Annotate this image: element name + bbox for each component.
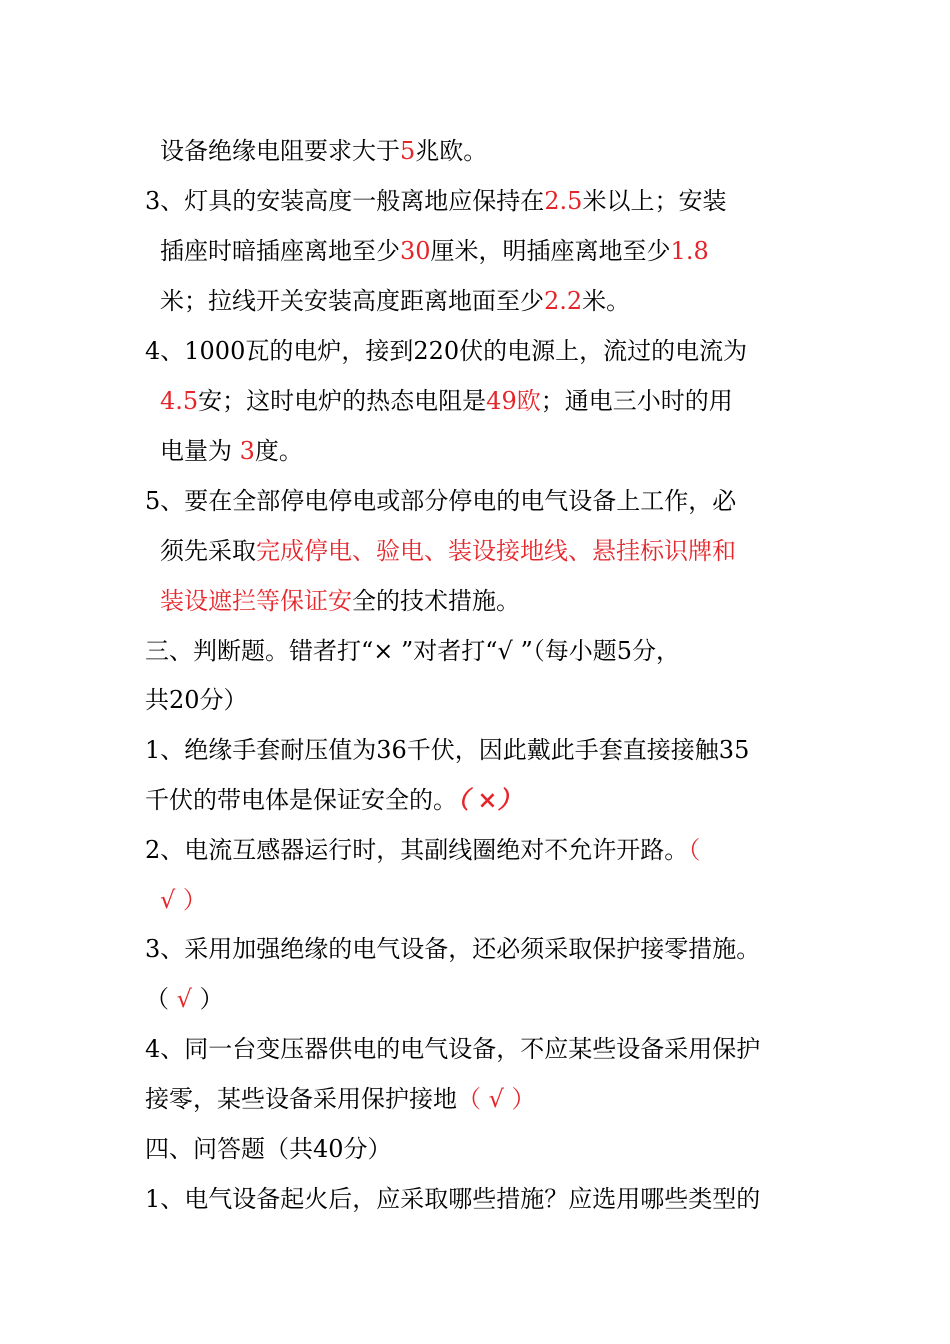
text-line: 1、电气设备起火后，应采取哪些措施？应选用哪些类型的 <box>145 1185 761 1213</box>
section-heading: 三、判断题。错者打“× ”对者打“√ ”（每小题5分， <box>145 637 681 665</box>
text-line: 电量为 3度。 <box>160 437 303 465</box>
text-line: 共20分） <box>145 686 248 714</box>
text-line: （ √ ） <box>145 985 224 1013</box>
text-line: 4、1000瓦的电炉，接到220伏的电源上，流过的电流为 <box>145 337 748 365</box>
text-line: 插座时暗插座离地至少30厘米，明插座离地至少1.8 <box>160 237 709 265</box>
text-line: 设备绝缘电阻要求大于5兆欧。 <box>160 137 488 165</box>
answer-mark: （ ×） <box>457 785 522 814</box>
text-line: 1、绝缘手套耐压值为36千伏，因此戴此手套直接接触35 <box>145 736 750 764</box>
text-line: 2、电流互感器运行时，其副线圈绝对不允许开路。（ <box>145 836 701 864</box>
text-line: 4.5安；这时电炉的热态电阻是49欧；通电三小时的用 <box>160 387 733 415</box>
text-line: 须先采取完成停电、验电、装设接地线、悬挂标识牌和 <box>160 537 736 565</box>
text-line: 米；拉线开关安装高度距离地面至少2.2米。 <box>160 287 631 315</box>
text-line: 4、同一台变压器供电的电气设备，不应某些设备采用保护 <box>145 1035 761 1063</box>
answer-mark: （ √ ） <box>457 1085 536 1113</box>
text-line: 5、要在全部停电停电或部分停电的电气设备上工作，必 <box>145 487 737 515</box>
answer-mark: √ <box>176 985 192 1013</box>
answer-mark: √ ） <box>160 886 207 914</box>
text-line: 接零，某些设备采用保护接地（ √ ） <box>145 1085 536 1113</box>
text-line <box>160 880 950 920</box>
text-line: 3、采用加强绝缘的电气设备，还必须采取保护接零措施。 <box>145 935 761 963</box>
text-line: 装设遮拦等保证安全的技术措施。 <box>160 587 520 615</box>
text-line: 千伏的带电体是保证安全的。（ ×） <box>145 785 522 814</box>
text-line: 3、灯具的安装高度一般离地应保持在2.5米以上；安装 <box>145 187 727 215</box>
section-heading: 四、问答题（共40分） <box>145 1135 392 1163</box>
